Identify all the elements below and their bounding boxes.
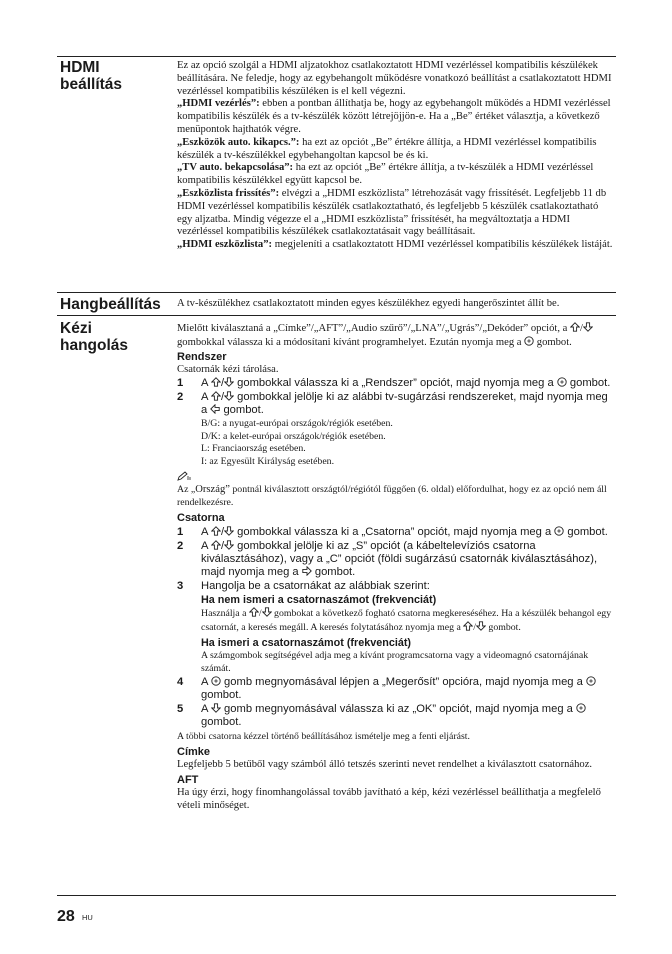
kezi-intro-a: Mielőtt kiválasztaná a „Címke”/„AFT”/„Audio szűrő”/„LNA”/„Ugrás”/„Dekóder” opciót, a (177, 323, 570, 334)
step-number: 2 (177, 540, 184, 553)
step-text: A (201, 526, 211, 539)
system-item: I: az Egyesült Királyság esetében. (201, 455, 335, 467)
hdmi-item-label: „HDMI vezérlés”: (177, 98, 260, 110)
csatorna-step-2: 2 A / gombokkal jelölje ki az „S” opciót (a kábeltelevíziós csatorna kiválasztásához), vagy a „C” opciót (földi sugárzású csatornák kiválasztásához), majd nyomja meg a gombot. (177, 540, 598, 579)
csatorna-step-1: 1 A / gombokkal válassza ki a „Csatorna” opciót, majd nyomja meg a gombot. (177, 526, 608, 539)
desc-kezi (177, 322, 615, 813)
step-text: gombokkal válassza ki a „Rendszer” opciót, majd nyomja meg a (234, 377, 557, 390)
step-number: 4 (177, 676, 184, 689)
down-arrow-icon (224, 377, 234, 387)
csatorna-step-5 (177, 703, 615, 729)
step-number: 1 (177, 526, 184, 539)
step-number: 3 (177, 580, 184, 593)
hdmi-item-text: ebben a pontban állíthatja be, hogy az egybehangolt működés a HDMI vezérléssel kompatibilis készülék és a tv-készülék között létrejöjjön-e. Ha a „Be” értéket választja, a következő menüpontok hajthatók végre. (177, 98, 611, 135)
step-text: gombot. (201, 689, 242, 702)
table-bottom-rule (57, 895, 616, 896)
note-text (177, 483, 615, 509)
step-text: gombokkal jelölje ki az „S” opciót (a kábeltelevíziós csatorna kiválasztásához), vagy a „C” opciót (földi sugárzású csatornák kiválasztásához), majd nyomja meg a (201, 540, 598, 579)
hdmi-item-label: „Eszközök auto. kikapcs.”: (177, 136, 300, 148)
down-arrow-icon (262, 607, 272, 617)
note-icon-row (177, 471, 615, 483)
hdmi-item-text: elvégzi a „HDMI eszközlista” létrehozását vagy frissítését. Legfeljebb 11 db HDMI vezérléssel kompatibilis készülék csatlakoztatható, és legfeljebb 5 készülék csatlakoztatható egy aljzatba. Mindig végezze el a „HDMI eszközlista” frissítését, ha megváltoztatja a HDMI vezérléssel kompatibilis készülékek csatlakoztatásait vagy beállításait. (177, 187, 607, 238)
hdmi-item-label: „Eszközlista frissítés”: (177, 187, 280, 199)
note-pencil-icon (177, 471, 191, 481)
hdmi-item-label: „HDMI eszközlista”: (177, 239, 273, 251)
note-b: Ország” (195, 484, 230, 496)
down-arrow-icon (583, 322, 593, 332)
c3-p1b: gombokat a következő fogható csatorna megkereséséhez. Ha a készülék behangol egy csatornát, a keresés megáll. A keresés folytatásához nyomja meg a (201, 608, 612, 633)
step-number: 2 (177, 391, 184, 404)
term-hang (60, 296, 161, 313)
c3-text-unknown: Használja a / gombokat a következő fogható csatorna megkereséséhez. Ha a készülék behangol egy csatornát, a keresés megáll. A keresés folytatásához nyomja meg a / gombot. (201, 608, 612, 633)
csatorna-heading: Csatorna (177, 512, 225, 525)
step-text: gombot. (564, 526, 608, 539)
term-kezi-label: Kézi hangolás (60, 320, 129, 354)
down-arrow-icon (211, 703, 221, 713)
up-arrow-icon (211, 377, 221, 387)
term-hang-label: Hangbeállítás (60, 296, 161, 313)
cimke-text: Legfeljebb 5 betűből vagy számból álló tetszés szerinti nevet rendelhet a kiválasztott csatornához. (177, 759, 593, 771)
c3-p1a: Használja a (201, 608, 249, 620)
c3-text-known: A számgombok segítségével adja meg a kívánt programcsatorna vagy a videomagnó csatornájának számát. (201, 650, 589, 674)
step-text: A (201, 703, 211, 716)
page-language-code: HU (82, 913, 93, 922)
system-item: D/K: a kelet-európai országok/régiók esetében. (201, 430, 386, 442)
right-arrow-icon (302, 566, 312, 576)
hdmi-item (177, 137, 615, 163)
term-hdmi-label: HDMI beállítás (60, 59, 123, 93)
ok-button-icon (554, 526, 564, 536)
ok-button-icon (557, 377, 567, 387)
rendszer-text: Csatornák kézi tárolása. (177, 363, 279, 375)
kezi-intro: Mielőtt kiválasztaná a „Címke”/„AFT”/„Audio szűrő”/„LNA”/„Ugrás”/„Dekóder” opciót, a / gombokkal válassza ki a módosítani kívánt programhelyet. Ezután nyomja meg a gombot. (177, 322, 615, 350)
down-arrow-icon (476, 621, 486, 631)
step-text: gombot. (566, 377, 611, 390)
hdmi-item-text: ha ezt az opciót „Be” értékre állítja, a HDMI vezérléssel kompatibilis készülék a tv-készülékkel egybehangoltan kapcsol be és ki. (177, 136, 597, 161)
kezi-intro-b: gombokkal válassza ki a módosítani kívánt programhelyet. Ezután nyomja meg a (177, 336, 525, 348)
up-arrow-icon (249, 607, 259, 617)
ok-button-icon (524, 336, 534, 346)
kezi-intro-c: gombot. (534, 336, 572, 348)
row-divider (57, 292, 616, 293)
csatorna-step-3 (177, 580, 615, 593)
step-text: A (201, 377, 211, 390)
page-number: 28 (57, 908, 75, 925)
ok-button-icon (211, 676, 221, 686)
csatorna-after-note: A többi csatorna kézzel történő beállításához ismételje meg a fenti eljárást. (177, 731, 470, 743)
c3-subheading-unknown: Ha nem ismeri a csatornaszámot (frekvenciát) (201, 594, 437, 607)
step-number: 1 (177, 377, 184, 390)
rendszer-heading: Rendszer (177, 350, 227, 363)
row-divider (57, 315, 616, 316)
step-text: gombot. (220, 404, 264, 417)
step-text: gombokkal jelölje ki az alábbi tv-sugárzási rendszereket, majd nyomja meg a (201, 391, 608, 417)
note-a: Az „ (177, 484, 196, 496)
csatorna-step-4 (177, 676, 615, 702)
hdmi-item (177, 162, 615, 188)
step-text: gomb megnyomásával válassza ki az „OK” opciót, majd nyomja meg a (220, 703, 576, 716)
term-kezi (60, 320, 150, 354)
step-text: gomb megnyomásával lépjen a „Megerősít” opcióra, majd nyomja meg a (220, 676, 586, 689)
step-text: Hangolja be a csatornákat az alábbiak szerint: (201, 580, 430, 593)
note-c: pontnál kiválasztott országtól/régiótól függően (6. oldal) előfordulhat, hogy ez az opció nem áll rendelkezésre. (177, 484, 607, 509)
hdmi-item (177, 188, 615, 239)
hdmi-item-text: ha ezt az opciót „Be” értékre állítja, a tv-készülék a HDMI vezérléssel kompatibilis készülékkel együtt kapcsol be. (177, 162, 594, 187)
step-text: A (201, 540, 211, 553)
desc-hang (177, 298, 615, 311)
ok-button-icon (586, 676, 596, 686)
up-arrow-icon (570, 322, 580, 332)
up-arrow-icon (211, 391, 221, 401)
step-text: gombot. (201, 716, 242, 729)
hdmi-item-text: megjeleníti a csatlakoztatott HDMI vezérléssel kompatibilis készülékek listáját. (272, 239, 613, 251)
down-arrow-icon (224, 391, 234, 401)
aft-text: Ha úgy érzi, hogy finomhangolással tovább javítható a kép, kézi vezérléssel beállíthatja a megfelelő vételi minőséget. (177, 787, 601, 811)
down-arrow-icon (224, 526, 234, 536)
step-number: 5 (177, 703, 184, 716)
c3-subheading-known: Ha ismeri a csatornaszámot (frekvenciát) (201, 637, 412, 650)
hang-text: A tv-készülékhez csatlakoztatott minden egyes készülékhez egyedi hangerőszintet állít be. (177, 298, 560, 309)
term-hdmi (60, 59, 150, 93)
cimke-heading: Címke (177, 746, 211, 759)
rendszer-step-1: 1 A / gombokkal válassza ki a „Rendszer” opciót, majd nyomja meg a gombot. (177, 377, 611, 390)
table-top-rule (57, 56, 616, 57)
aft-heading: AFT (177, 774, 199, 787)
c3-p1c: gombot. (485, 621, 521, 633)
hdmi-item (177, 239, 615, 252)
desc-hdmi (177, 60, 615, 252)
rendszer-step-2: 2 A / gombokkal jelölje ki az alábbi tv-sugárzási rendszereket, majd nyomja meg a gombot. (177, 391, 608, 417)
left-arrow-icon (210, 404, 220, 414)
hdmi-item-label: „TV auto. bekapcsolása”: (177, 162, 294, 174)
step-text: gombot. (311, 566, 356, 579)
step-text: gombokkal válassza ki a „Csatorna” opciót, majd nyomja meg a (234, 526, 555, 539)
system-item: B/G: a nyugat-európai országok/régiók esetében. (201, 418, 393, 430)
system-item: L: Franciaország esetében. (201, 443, 306, 455)
hdmi-intro: Ez az opció szolgál a HDMI aljzatokhoz csatlakoztatott HDMI vezérléssel kompatibilis készülékek beállítására. Ne feledje, hogy az egybehangolt működésre vonatkozó beállítást a csatlakoztatott HDMI vezérléssel kompatibilis készüléken is el kell végezni. (177, 60, 612, 97)
up-arrow-icon (463, 621, 473, 631)
hdmi-item (177, 98, 615, 136)
up-arrow-icon (211, 526, 221, 536)
step-text: A (201, 676, 211, 689)
down-arrow-icon (224, 540, 234, 550)
ok-button-icon (576, 703, 586, 713)
up-arrow-icon (211, 540, 221, 550)
step-text: A (201, 391, 211, 404)
